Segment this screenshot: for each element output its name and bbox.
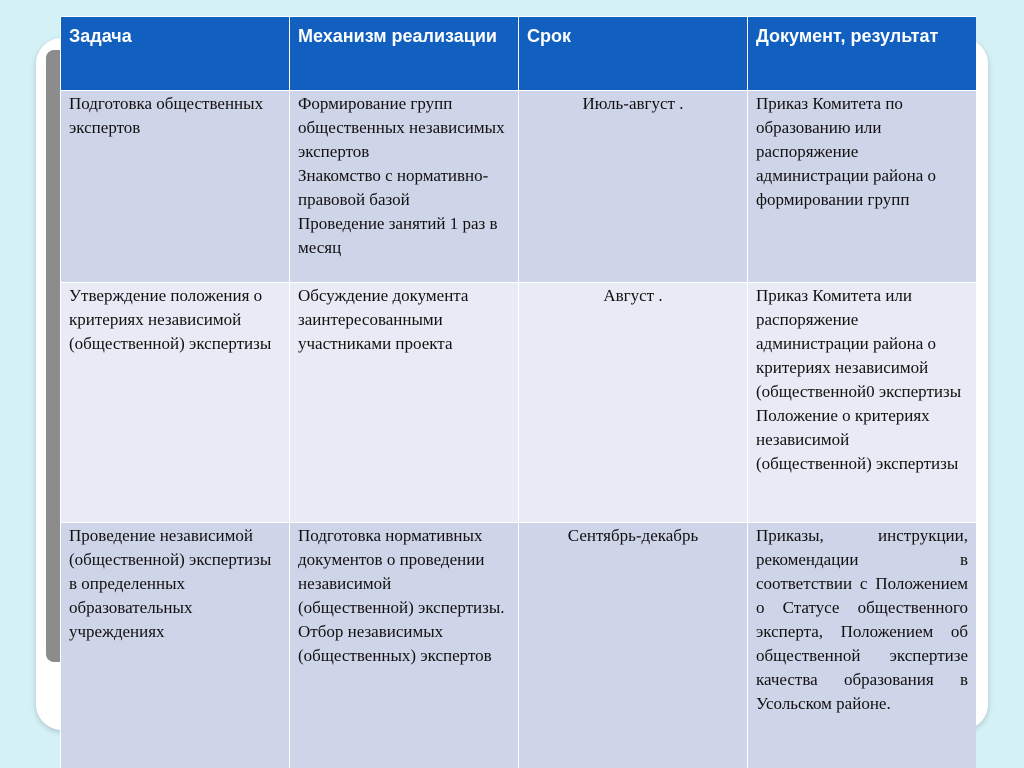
mechanism-line: Обсуждение документа заинтересованными участниками проекта bbox=[298, 286, 469, 353]
document-line: Приказ Комитета по образованию или распоряжение администрации района о формировании групп bbox=[756, 94, 937, 209]
header-term: Срок bbox=[519, 17, 748, 91]
cell-mechanism bbox=[290, 283, 519, 523]
mechanism-line: Знакомство с нормативно-правовой базой bbox=[298, 166, 489, 209]
header-task: Задача bbox=[61, 17, 290, 91]
cell-term: Сентябрь-декабрь bbox=[519, 523, 748, 768]
cell-document bbox=[748, 283, 977, 523]
cell-task: Утверждение положения о критериях независимой (общественной) экспертизы bbox=[61, 283, 290, 523]
document-line: Приказы, инструкции, рекомендации в соответствии с Положением о Статусе общественного эксперта, Положением об общественной экспертизе качества образования в Усольском районе. bbox=[756, 526, 968, 713]
cell-term: Август . bbox=[519, 283, 748, 523]
cell-document bbox=[748, 91, 977, 283]
cell-task: Подготовка общественных экспертов bbox=[61, 91, 290, 283]
table-row bbox=[61, 523, 977, 768]
table-row bbox=[61, 283, 977, 523]
cell-task: Проведение независимой (общественной) экспертизы в определенных образовательных учреждениях bbox=[61, 523, 290, 768]
header-mechanism: Механизм реализации bbox=[290, 17, 519, 91]
cell-mechanism bbox=[290, 91, 519, 283]
header-document: Документ, результат bbox=[748, 17, 977, 91]
document-line: Положение о критериях независимой (общественной) экспертизы bbox=[756, 406, 959, 473]
cell-mechanism bbox=[290, 523, 519, 768]
cell-document bbox=[748, 523, 977, 768]
plan-table bbox=[60, 16, 976, 768]
header-row bbox=[61, 17, 977, 91]
table-row bbox=[61, 91, 977, 283]
cell-term: Июль-август . bbox=[519, 91, 748, 283]
document-line: Приказ Комитета или распоряжение администрации района о критериях независимой (общественной0 экспертизы bbox=[756, 286, 962, 401]
plan-table-container bbox=[60, 16, 976, 768]
mechanism-line: Отбор независимых (общественных) экспертов bbox=[298, 622, 492, 665]
mechanism-line: Проведение занятий 1 раз в месяц bbox=[298, 214, 498, 257]
mechanism-line: Формирование групп общественных независимых экспертов bbox=[298, 94, 505, 161]
mechanism-line: Подготовка нормативных документов о проведении независимой (общественной) экспертизы. bbox=[298, 526, 505, 617]
